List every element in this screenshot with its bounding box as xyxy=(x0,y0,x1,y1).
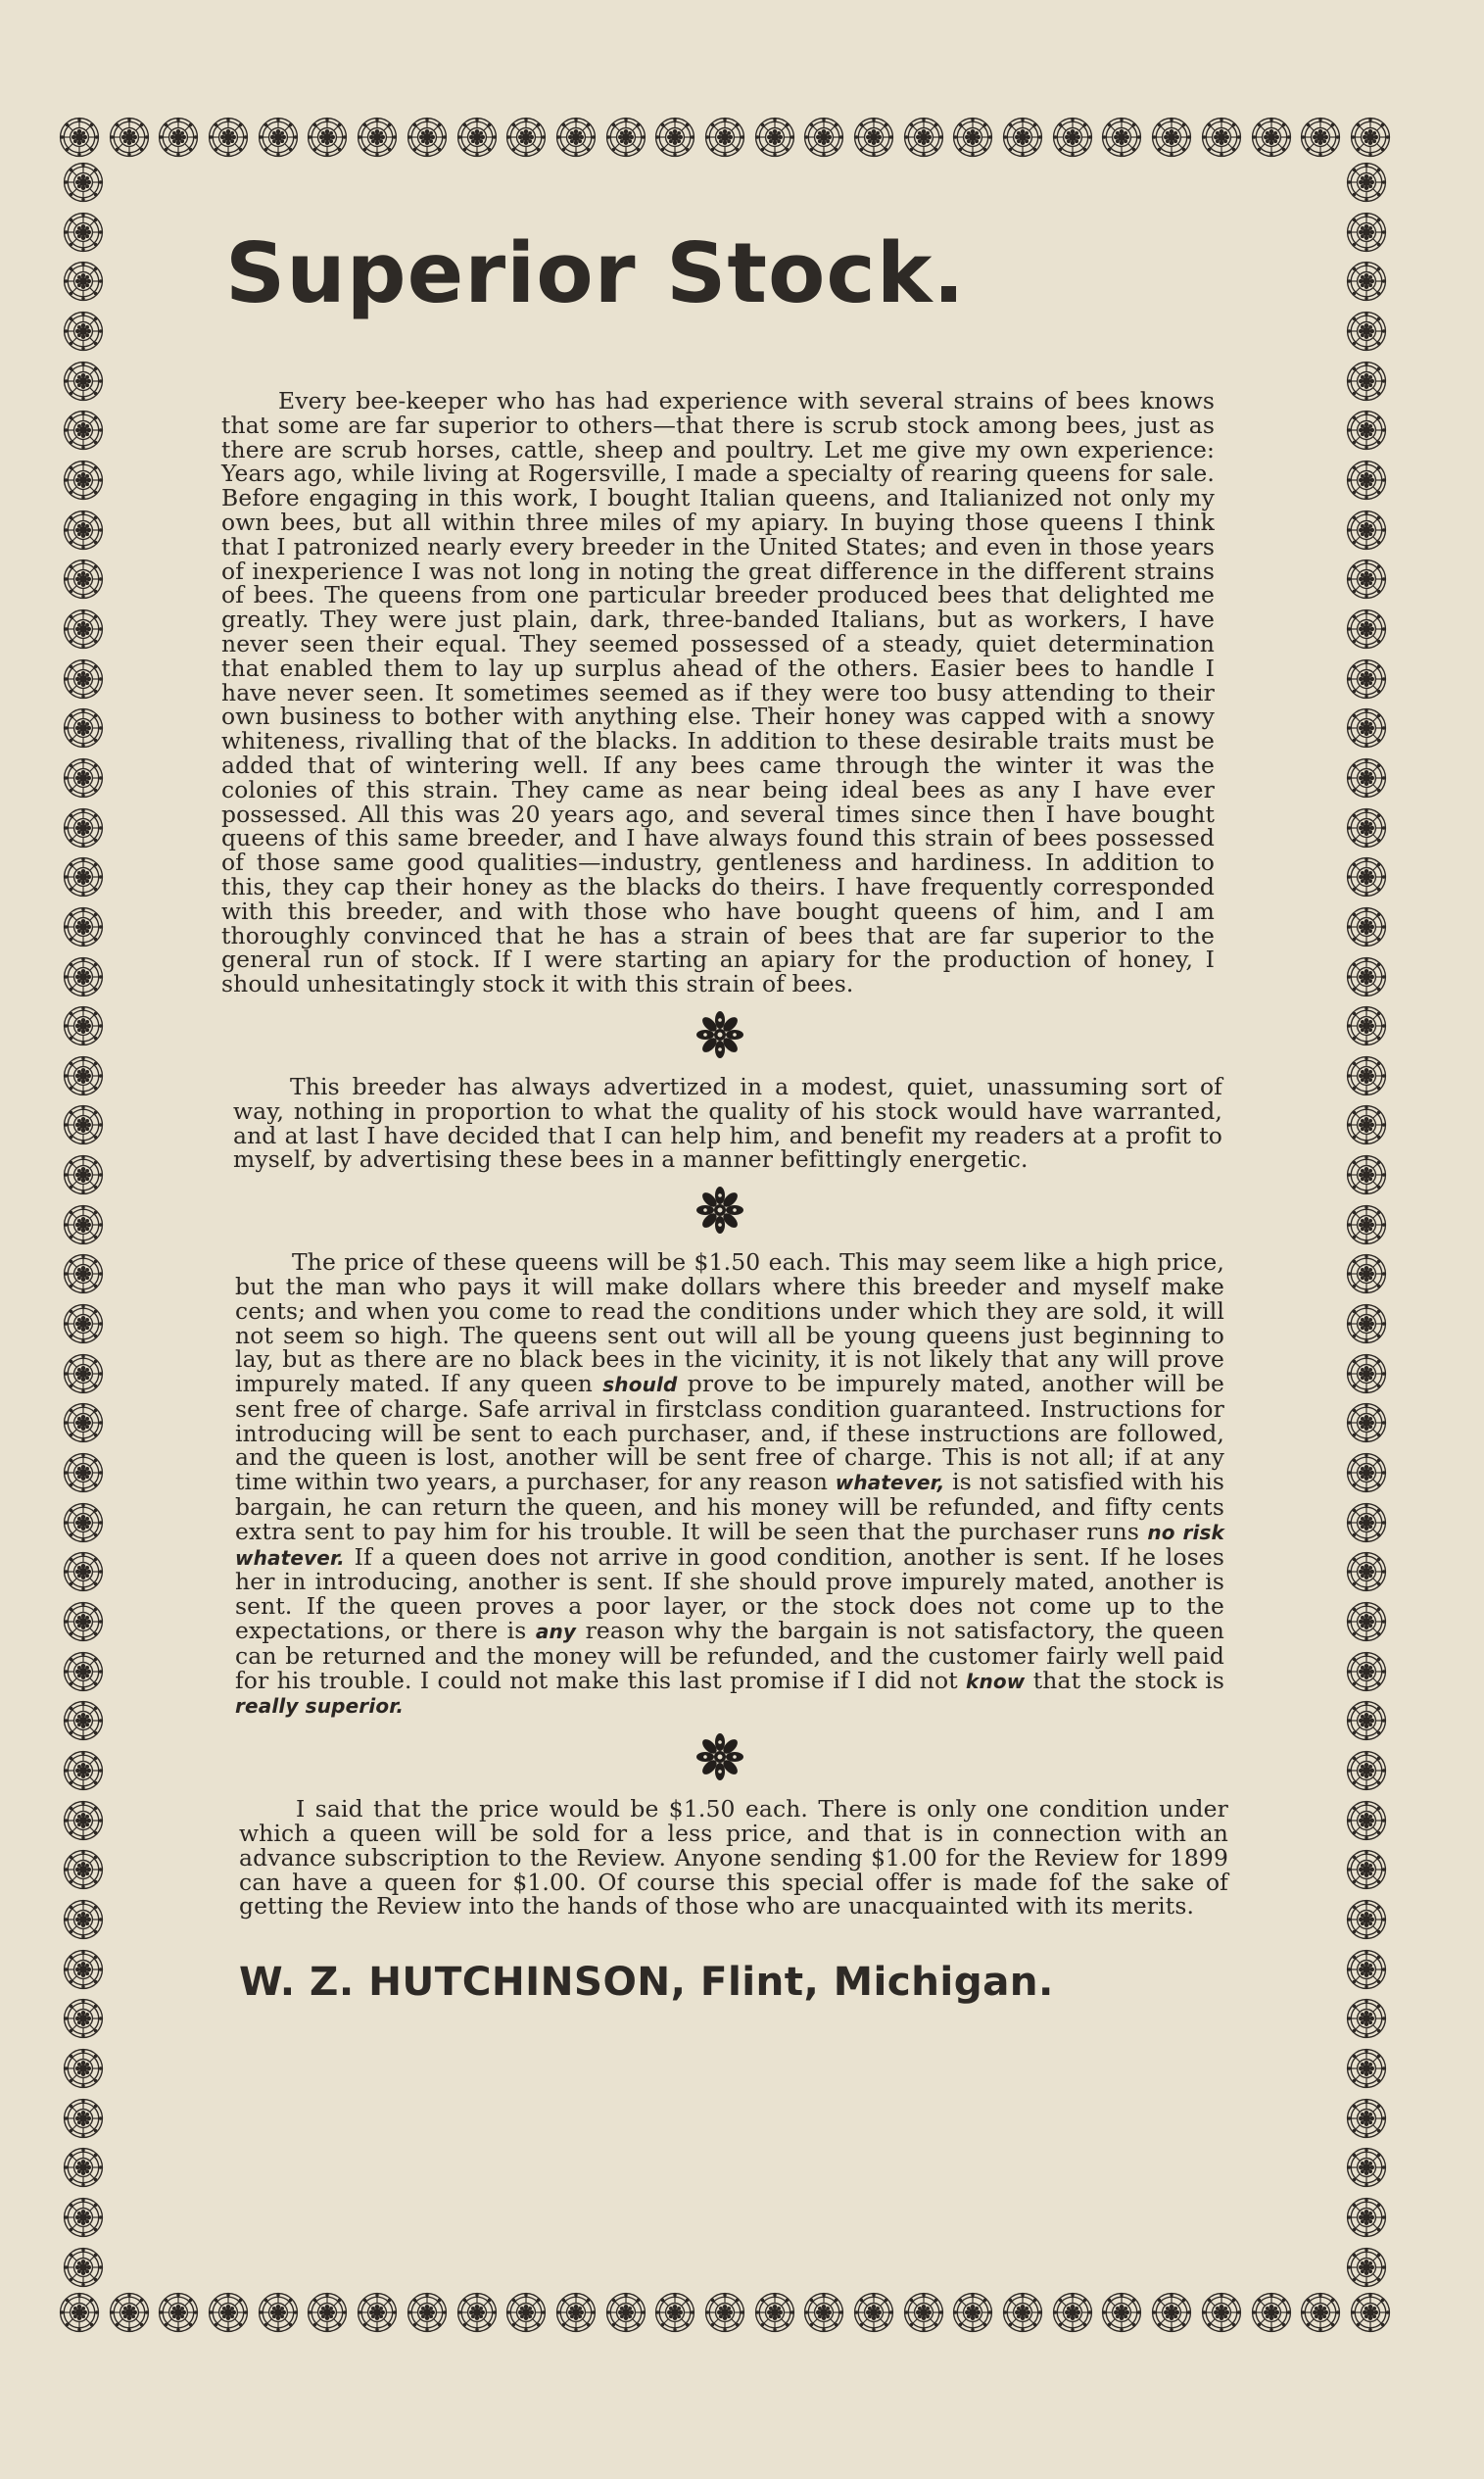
rosette-icon xyxy=(63,1005,104,1046)
rosette-icon xyxy=(1350,2292,1391,2333)
rosette-icon xyxy=(1346,807,1387,849)
rosette-icon xyxy=(307,117,348,158)
rosette-icon xyxy=(59,2292,100,2333)
rosette-icon xyxy=(63,361,104,402)
rosette-icon xyxy=(63,1750,104,1791)
emphasis-no-risk: no risk whatever. xyxy=(235,1520,1225,1570)
rosette-icon xyxy=(1346,1700,1387,1741)
rosette-icon xyxy=(1346,1949,1387,1990)
rosette-icon xyxy=(109,117,150,158)
rosette-icon xyxy=(605,117,646,158)
emphasis-whatever: whatever, xyxy=(835,1471,945,1495)
rosette-icon xyxy=(1101,2292,1142,2333)
rosette-icon xyxy=(63,2247,104,2288)
rosette-icon xyxy=(1346,311,1387,352)
advertisement-body xyxy=(221,225,1228,2006)
rosette-icon xyxy=(754,117,795,158)
rosette-icon xyxy=(1002,2292,1043,2333)
rosette-icon xyxy=(407,2292,448,2333)
rosette-icon xyxy=(357,117,398,158)
rosette-icon xyxy=(803,2292,844,2333)
rosette-icon xyxy=(63,807,104,849)
rosette-icon xyxy=(1346,212,1387,253)
rosette-icon xyxy=(63,2147,104,2188)
rosette-icon xyxy=(1346,1253,1387,1294)
rosette-icon xyxy=(63,1502,104,1543)
border-bottom xyxy=(59,2288,1391,2337)
rosette-icon xyxy=(63,1551,104,1592)
rosette-icon xyxy=(63,757,104,799)
rosette-icon xyxy=(63,1402,104,1443)
rosette-icon xyxy=(1052,2292,1093,2333)
text-run: prove to be impurely mated, another will be sent free of charge. Safe arrival in firstclass condition guaranteed. Instructions for introducing will be sent to each purchaser, and, if these instructions are followed, and the queen is lost, another will be sent free of charge. This is not all; if at any time within two years, a purchaser, for any reason xyxy=(235,1370,1224,1496)
rosette-icon xyxy=(208,117,249,158)
rosette-icon xyxy=(1201,2292,1242,2333)
rosette-icon xyxy=(903,2292,944,2333)
rosette-icon xyxy=(704,117,745,158)
rosette-icon xyxy=(63,1849,104,1890)
rosette-icon xyxy=(1346,707,1387,749)
rosette-icon xyxy=(63,1601,104,1642)
rosette-icon xyxy=(63,1154,104,1195)
rosette-icon xyxy=(63,1949,104,1990)
text-run: reason why the bargain is not satisfactory, the queen can be returned and the money will be refunded, and the customer fairly well paid for his trouble. I could not make this last promise if I did not xyxy=(235,1617,1224,1694)
rosette-icon xyxy=(1201,117,1242,158)
rosette-icon xyxy=(952,117,993,158)
rosette-icon xyxy=(555,2292,597,2333)
rosette-icon xyxy=(63,1452,104,1493)
rosette-icon xyxy=(1346,1502,1387,1543)
rosette-icon xyxy=(63,1303,104,1344)
rosette-icon xyxy=(63,707,104,749)
rosette-icon xyxy=(208,2292,249,2333)
rosette-icon xyxy=(1346,1204,1387,1245)
rosette-icon xyxy=(1346,1055,1387,1096)
rosette-icon xyxy=(63,1700,104,1741)
rosette-icon xyxy=(654,117,695,158)
rosette-icon xyxy=(605,2292,646,2333)
rosette-icon xyxy=(1346,1402,1387,1443)
emphasis-should: should xyxy=(602,1373,678,1397)
rosette-icon xyxy=(1346,460,1387,501)
rosette-icon xyxy=(903,117,944,158)
rosette-icon xyxy=(1052,117,1093,158)
rosette-icon xyxy=(1346,559,1387,600)
rosette-icon xyxy=(307,2292,348,2333)
rosette-icon xyxy=(1346,1353,1387,1394)
rosette-icon xyxy=(1346,261,1387,302)
rosette-icon xyxy=(63,2048,104,2089)
rosette-icon xyxy=(1346,906,1387,948)
rosette-icon xyxy=(754,2292,795,2333)
rosette-icon xyxy=(59,117,100,158)
rosette-icon xyxy=(1101,117,1142,158)
rosette-icon xyxy=(63,311,104,352)
rosette-icon xyxy=(63,2098,104,2139)
paragraph-price-conditions xyxy=(235,1250,1224,1719)
rosette-icon xyxy=(258,117,299,158)
rosette-icon xyxy=(63,1204,104,1245)
rosette-icon xyxy=(853,2292,894,2333)
rosette-icon xyxy=(1346,956,1387,997)
rosette-icon xyxy=(63,559,104,600)
rosette-icon xyxy=(1346,658,1387,700)
rosette-icon xyxy=(1346,2147,1387,2188)
rosette-icon xyxy=(1346,1899,1387,1940)
rosette-icon xyxy=(63,212,104,253)
rosette-icon xyxy=(63,608,104,650)
rosette-icon xyxy=(63,510,104,551)
rosette-icon xyxy=(1300,117,1341,158)
rosette-icon xyxy=(63,460,104,501)
rosette-icon xyxy=(357,2292,398,2333)
flower-ornament-icon xyxy=(694,1730,746,1783)
text-run: is not satisfied with his bargain, he can return the queen, and his money will be refunded, and fifty cents extra sent to pay him for his trouble. It will be seen that the purchaser runs xyxy=(235,1468,1224,1545)
rosette-icon xyxy=(63,856,104,898)
rosette-icon xyxy=(63,906,104,948)
border-top xyxy=(59,113,1391,162)
rosette-icon xyxy=(63,1998,104,2039)
rosette-icon xyxy=(1346,856,1387,898)
rosette-icon xyxy=(1346,608,1387,650)
rosette-icon xyxy=(853,117,894,158)
rosette-icon xyxy=(1002,117,1043,158)
rosette-icon xyxy=(1346,1651,1387,1692)
rosette-icon xyxy=(407,117,448,158)
rosette-icon xyxy=(63,1104,104,1145)
signature: W. Z. HUTCHINSON, Flint, Michigan. xyxy=(239,1958,1054,2006)
rosette-icon xyxy=(952,2292,993,2333)
emphasis-know: know xyxy=(966,1669,1026,1693)
flower-ornament-icon xyxy=(694,1184,746,1237)
paragraph-advertising: This breeder has always advertized in a modest, quiet, unassuming sort of way, nothing in proportion to what the quality of his stock would have warranted, and at last I have decided that I can help him, and benefit my readers at a profit to myself, by advertising these bees in a manner befittingly energetic. xyxy=(233,1072,1222,1174)
rosette-icon xyxy=(1346,1750,1387,1791)
rosette-icon xyxy=(63,1353,104,1394)
text-run: The price of these queens will be $1.50 each. This may seem like a high price, but the man who pays it will make dollars where this breeder and myself make cents; and when you come to read the conditions under which they are sold, it will not seem so high. The queens sent out will all be young queens just beginning to lay, but as there are no black bees in the vicinity, it is not likely that any will prove impurely mated. If any queen xyxy=(235,1248,1224,1398)
border-right xyxy=(1342,162,1391,2288)
rosette-icon xyxy=(1346,2197,1387,2238)
text-run: that the stock is xyxy=(1032,1666,1225,1694)
rosette-icon xyxy=(555,117,597,158)
rosette-icon xyxy=(109,2292,150,2333)
rosette-icon xyxy=(1151,117,1192,158)
rosette-icon xyxy=(1350,117,1391,158)
rosette-icon xyxy=(63,956,104,997)
rosette-icon xyxy=(158,2292,199,2333)
rosette-icon xyxy=(1346,1154,1387,1195)
rosette-icon xyxy=(1346,1998,1387,2039)
rosette-icon xyxy=(1346,1601,1387,1642)
emphasis-any: any xyxy=(535,1620,577,1644)
paragraph-experience: Every bee-keeper who has had experience with several strains of bees knows that some are far superior to others—that there is scrub stock among bees, just as there are scrub horses, cattle, sheep and poultry. Let me give my own experience: Years ago, while living at Rogersville, I made a specialty of rearing queens for sale. Before engaging in this work, I bought Italian queens, and Italianized not only my own bees, but all within three miles of my apiary. In buying those queens I think that I patronized nearly every breeder in the United States; and even in those years of inexperience I was not long in noting the great difference in the different strains of bees. The queens from one particular breeder produced bees that delighted me greatly. They were just plain, dark, three-banded Italians, but as workers, I have never seen their equal. They seemed possessed of a steady, quiet determination that enabled them to lay up surplus ahead of the others. Easier bees to handle I have never seen. It sometimes seemed as if they were too busy attending to their own business to bother with anything else. Their honey was capped with a snowy whiteness, rivalling that of the blacks. In addition to these desirable traits must be added that of wintering well. If any bees came through the winter it was the colonies of this strain. They came as near being ideal bees as any I have ever possessed. All this was 20 years ago, and several times since then I have bought queens of this same breeder, and I have always found this strain of bees possessed of those same good qualities—industry, gentleness and hardiness. In addition to this, they cap their honey as the blacks do theirs. I have frequently corresponded with this breeder, and with those who have bought queens of him, and I am thoroughly convinced that he has a strain of bees that are far superior to the general run of stock. If I were starting an apiary for the production of honey, I should unhesitatingly stock it with this strain of bees. xyxy=(221,387,1215,998)
rosette-icon xyxy=(1346,410,1387,451)
rosette-icon xyxy=(1346,1104,1387,1145)
rosette-icon xyxy=(1346,2048,1387,2089)
rosette-icon xyxy=(63,658,104,700)
paragraph-special-offer: I said that the price would be $1.50 each. There is only one condition under which a queen will be sold for a less price, and that is in connection with an advance subscription to the Review. Anyone sending $1.00 for the Review for 1899 can have a queen for $1.00. Of course this special offer is made fof the sake of getting the Review into the hands of those who are unacquainted with its merits. xyxy=(239,1795,1228,1920)
rosette-icon xyxy=(1346,2098,1387,2139)
rosette-icon xyxy=(1346,1005,1387,1046)
page-title: Superior Stock. xyxy=(225,225,966,322)
rosette-icon xyxy=(1346,2247,1387,2288)
rosette-icon xyxy=(63,1800,104,1841)
rosette-icon xyxy=(63,1055,104,1096)
rosette-icon xyxy=(803,117,844,158)
rosette-icon xyxy=(1346,361,1387,402)
rosette-icon xyxy=(158,117,199,158)
rosette-icon xyxy=(654,2292,695,2333)
rosette-icon xyxy=(1346,757,1387,799)
rosette-icon xyxy=(704,2292,745,2333)
rosette-icon xyxy=(1346,510,1387,551)
rosette-icon xyxy=(1346,162,1387,203)
rosette-icon xyxy=(1346,1849,1387,1890)
rosette-icon xyxy=(1251,2292,1292,2333)
rosette-icon xyxy=(1151,2292,1192,2333)
rosette-icon xyxy=(63,1253,104,1294)
rosette-icon xyxy=(505,2292,547,2333)
rosette-icon xyxy=(63,162,104,203)
emphasis-really-superior: really superior. xyxy=(235,1694,405,1719)
rosette-icon xyxy=(456,2292,498,2333)
rosette-icon xyxy=(1346,1800,1387,1841)
rosette-icon xyxy=(1346,1551,1387,1592)
rosette-icon xyxy=(258,2292,299,2333)
rosette-icon xyxy=(456,117,498,158)
flower-ornament-icon xyxy=(694,1008,746,1061)
text-run: If a queen does not arrive in good condition, another is sent. If he loses her in introducing, another is sent. If she should prove impurely mated, another is sent. If the queen proves a poor layer, or the stock does not come up to the expectations, or there is xyxy=(235,1542,1224,1645)
rosette-icon xyxy=(63,410,104,451)
rosette-icon xyxy=(505,117,547,158)
rosette-icon xyxy=(63,1899,104,1940)
rosette-icon xyxy=(63,261,104,302)
rosette-icon xyxy=(1346,1452,1387,1493)
border-left xyxy=(59,162,108,2288)
rosette-icon xyxy=(63,2197,104,2238)
rosette-icon xyxy=(63,1651,104,1692)
rosette-icon xyxy=(1300,2292,1341,2333)
rosette-icon xyxy=(1346,1303,1387,1344)
rosette-icon xyxy=(1251,117,1292,158)
